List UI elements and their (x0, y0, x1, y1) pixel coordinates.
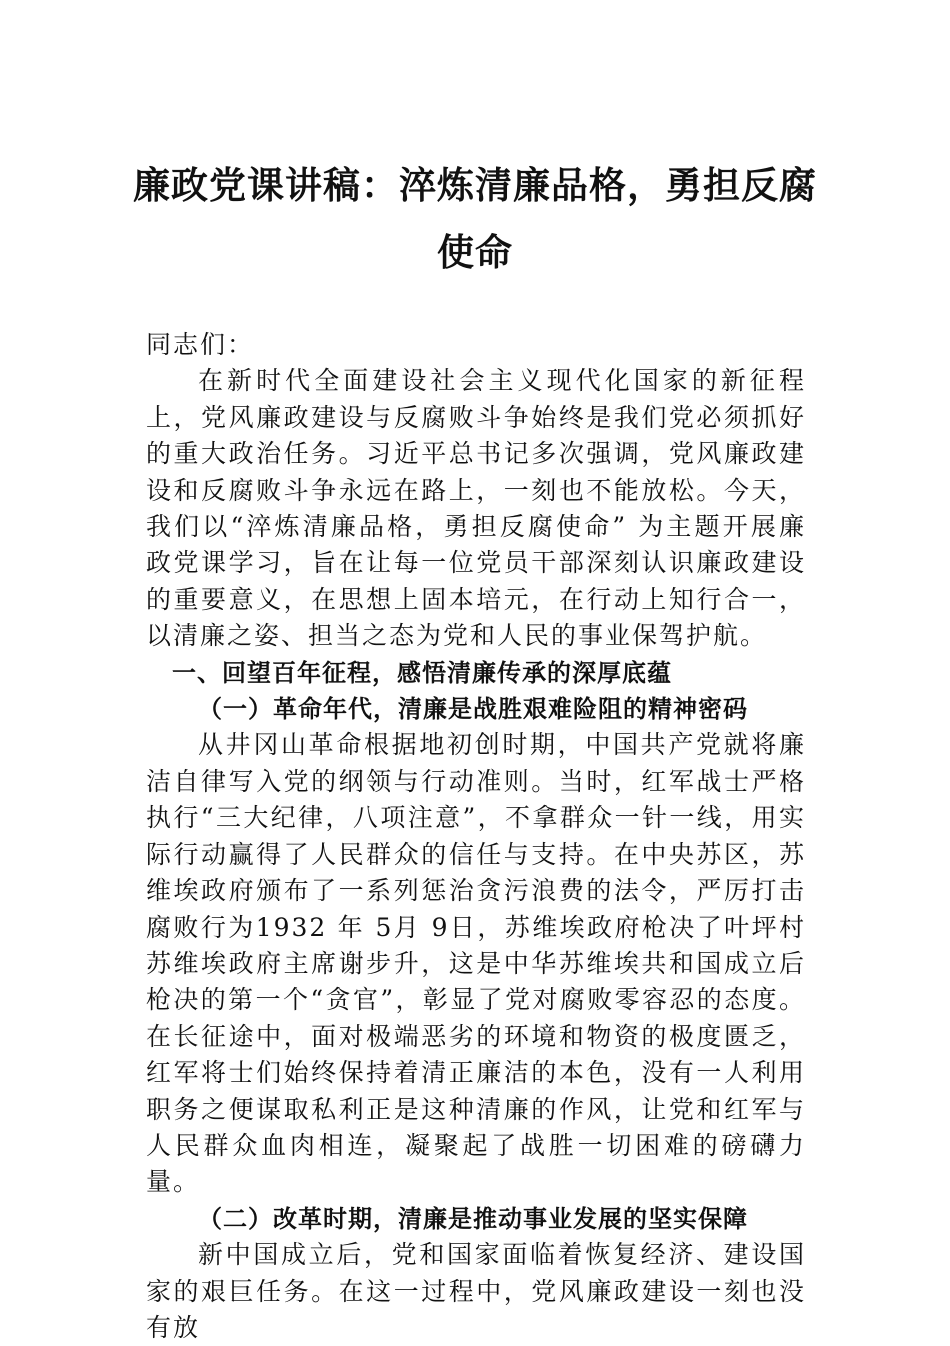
section-1-heading: 一、回望百年征程，感悟清廉传承的深厚底蕴 (172, 658, 672, 687)
subsection-2-heading: （二）改革时期，清廉是推动事业发展的坚实保障 (198, 1203, 748, 1233)
salutation: 同志们： (146, 330, 255, 359)
subsection-1-heading: （一）革命年代，清廉是战胜艰难险阻的精神密码 (198, 694, 748, 724)
subsection-2-paragraph: 新中国成立后，党和国家面临着恢复经济、建设国家的艰巨任务。在这一过程中，党风廉政建设一刻也没有放 (146, 1240, 806, 1342)
document-body (146, 327, 806, 1346)
subsection-1-paragraph: 从井冈山革命根据地初创时期，中国共产党就将廉洁自律写入党的纲领与行动准则。当时，红军战士严格执行“三大纪律，八项注意”，不拿群众一针一线，用实际行动赢得了人民群众的信任与支持。在中央苏区，苏维埃政府颁布了一系列惩治贪污浪费的法令，严厉打击腐败行为1932 年 5月 9日，苏维埃政府枪决了叶坪村苏维埃政府主席谢步升，这是中华苏维埃共和国成立后枪决的第一个“贪官”，彰显了党对腐败零容忍的态度。在长征途中，面对极端恶劣的环境和物资的极度匮乏，红军将士们始终保持着清正廉洁的本色，没有一人利用职务之便谋取私利正是这种清廉的作风，让党和红军与人民群众血肉相连，凝聚起了战胜一切困难的磅礴力量。 (146, 730, 806, 1197)
document-title-line-1: 廉政党课讲稿：淬炼清廉品格，勇担反腐 (133, 163, 817, 207)
intro-paragraph: 在新时代全面建设社会主义现代化国家的新征程上，党风廉政建设与反腐败斗争始终是我们党必须抓好的重大政治任务。习近平总书记多次强调，党风廉政建设和反腐败斗争永远在路上，一刻也不能放松。今天，我们以“淬炼清廉品格，勇担反腐使命” 为主题开展廉政党课学习，旨在让每一位党员干部深刻认识廉政建设的重要意义，在思想上固本培元，在行动上知行合一，以清廉之姿、担当之态为党和人民的事业保驾护航。 (146, 366, 806, 651)
document-title-line-2: 使命 (437, 230, 513, 274)
